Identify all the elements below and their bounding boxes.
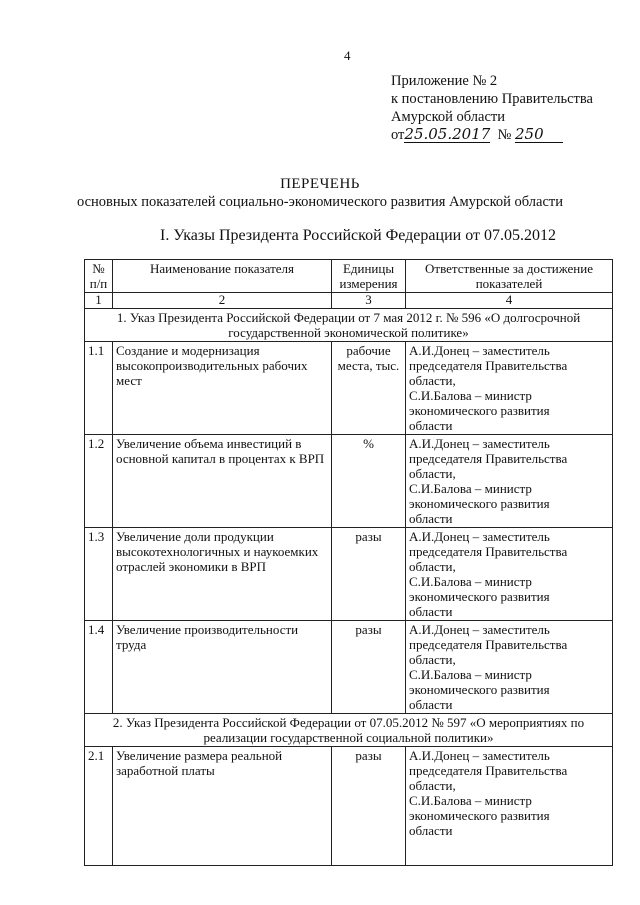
row-responsible: А.И.Донец – заместитель председателя Правительства области, С.И.Балова – министр экономического развития области: [406, 747, 613, 866]
table-row: [85, 747, 613, 866]
document-subtitle: основных показателей социально-экономического развития Амурской области: [76, 194, 564, 210]
row-name: Увеличение производительности труда: [113, 621, 332, 714]
table-row: [85, 342, 613, 435]
appendix-title: Приложение № 2: [391, 73, 498, 89]
row-name: Увеличение доли продукции высокотехнологичных и наукоемких отраслей экономики в ВРП: [113, 528, 332, 621]
table-row: [85, 621, 613, 714]
row-num: 1.1: [85, 342, 113, 435]
appendix-block: [391, 72, 593, 144]
column-number: 3: [332, 293, 406, 309]
row-name: Увеличение объема инвестиций в основной капитал в процентах к ВРП: [113, 435, 332, 528]
indicators-table: [84, 259, 613, 866]
row-name: Создание и модернизация высокопроизводительных рабочих мест: [113, 342, 332, 435]
group-title: 2. Указ Президента Российской Федерации от 07.05.2012 № 597 «О мероприятиях по реализации государственной социальной политики»: [85, 714, 613, 747]
handwritten-date: 25.05.2017: [404, 125, 491, 143]
appendix-resolution: к постановлению Правительства: [391, 91, 593, 107]
header-unit: Единицы измерения: [332, 260, 406, 293]
row-name: Увеличение размера реальной заработной платы: [113, 747, 332, 866]
table-row: [85, 435, 613, 528]
header-name: Наименование показателя: [113, 260, 332, 293]
table-header-row: [85, 260, 613, 293]
appendix-region: Амурской области: [391, 109, 505, 125]
document-title: ПЕРЕЧЕНЬ: [280, 176, 360, 192]
section-title: I. Указы Президента Российской Федерации от 07.05.2012: [160, 227, 556, 244]
row-unit: разы: [332, 747, 406, 866]
column-number: 4: [406, 293, 613, 309]
column-number: 2: [113, 293, 332, 309]
group-title-row: [85, 714, 613, 747]
date-prefix: от: [391, 127, 405, 143]
table-row: [85, 528, 613, 621]
row-responsible: А.И.Донец – заместитель председателя Правительства области, С.И.Балова – министр экономического развития области: [406, 342, 613, 435]
group-title: 1. Указ Президента Российской Федерации от 7 мая 2012 г. № 596 «О долгосрочной государственной экономической политике»: [85, 309, 613, 342]
row-unit: рабочие места, тыс.: [332, 342, 406, 435]
page-number: 4: [344, 48, 351, 63]
row-num: 1.3: [85, 528, 113, 621]
number-prefix: №: [497, 127, 512, 143]
header-num: № п/п: [85, 260, 113, 293]
row-responsible: А.И.Донец – заместитель председателя Правительства области, С.И.Балова – министр экономического развития области: [406, 435, 613, 528]
header-responsible: Ответственные за достижение показателей: [406, 260, 613, 293]
column-number-row: [85, 293, 613, 309]
row-num: 1.4: [85, 621, 113, 714]
group-title-row: [85, 309, 613, 342]
row-unit: разы: [332, 528, 406, 621]
row-num: 2.1: [85, 747, 113, 866]
handwritten-number: 250: [515, 127, 563, 143]
column-number: 1: [85, 293, 113, 309]
row-responsible: А.И.Донец – заместитель председателя Правительства области, С.И.Балова – министр экономического развития области: [406, 621, 613, 714]
row-unit: разы: [332, 621, 406, 714]
row-unit: %: [332, 435, 406, 528]
appendix-date-line: [391, 126, 593, 144]
row-num: 1.2: [85, 435, 113, 528]
row-responsible: А.И.Донец – заместитель председателя Правительства области, С.И.Балова – министр экономического развития области: [406, 528, 613, 621]
